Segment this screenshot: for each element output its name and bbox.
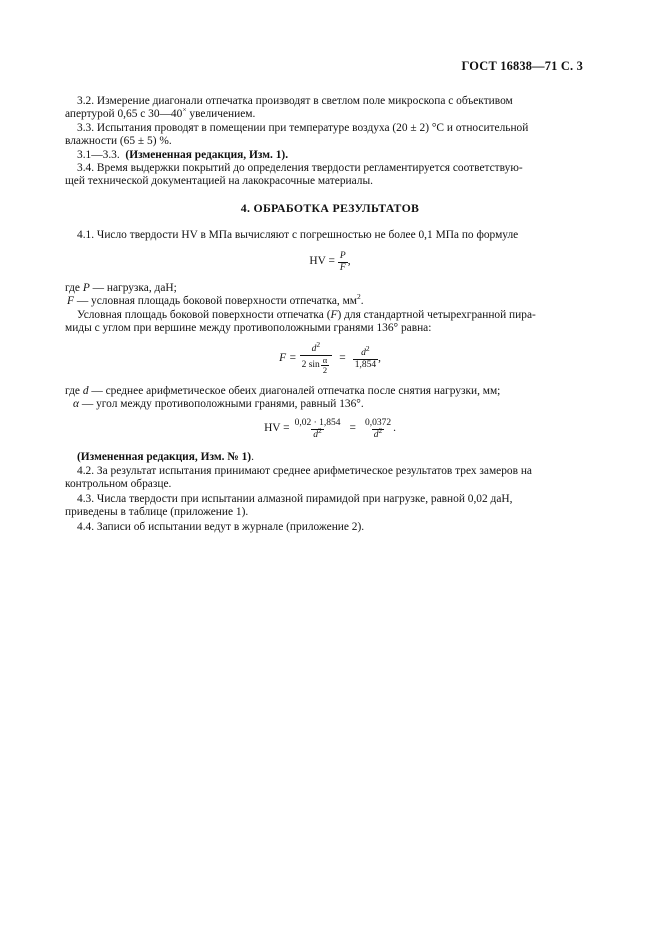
formula-hv [77, 245, 583, 279]
section-4-title: 4. ОБРАБОТКА РЕЗУЛЬТАТОВ [240, 201, 420, 215]
area-line1-a: Условная площадь боковой поверхности отпечатка ( [77, 309, 331, 321]
clause-4-1 [77, 229, 583, 242]
formula-area-half-angle [321, 356, 329, 375]
formula-area-alpha: α [322, 354, 328, 365]
formula-area-equals: = [339, 352, 346, 365]
formula-area-den2: 1,854 [354, 359, 377, 370]
formula-final-fraction-2 [363, 418, 393, 441]
clause-3-2-line2-end: увеличением. [186, 108, 256, 121]
revision-note-section-4 [77, 451, 583, 464]
symbol-d: d [82, 385, 89, 397]
unit-exponent: 2 [357, 292, 361, 302]
clause-4-1-text: 4.1. Число твердости HV в МПа вычисляют с погрешностью не более 0,1 МПа по формуле [77, 229, 519, 241]
magnification-sign: × [182, 105, 187, 115]
formula-hv-denominator: F [339, 262, 346, 273]
formula-final-lhs: HV = [264, 422, 290, 435]
formula-hv-fraction [338, 251, 348, 274]
formula-area [77, 338, 583, 380]
revision-note: (Измененная редакция, Изм. 1). [125, 149, 289, 161]
clause-3-2 [65, 95, 583, 122]
clause-4-2-line2: контрольном образце. [65, 478, 172, 491]
area-line1-b: ) для стандартной четырехгранной пира- [337, 309, 536, 321]
formula-area-num2: d [361, 347, 366, 358]
symbol-f: F [67, 295, 74, 308]
period: . [360, 295, 364, 308]
clause-3-4-line1: 3.4. Время выдержки покрытий до определения твердости регламентируется соответствую- [77, 162, 523, 174]
clause-4-4-text: 4.4. Записи об испытании ведут в журнале (приложение 2). [77, 521, 365, 533]
symbol-p: P [82, 282, 90, 294]
formula-hv-numerator: P [339, 250, 346, 261]
where-word-2: где [65, 385, 83, 397]
clause-3-3 [65, 122, 583, 149]
formula-final-period: . [393, 422, 396, 435]
where-clause-2 [65, 385, 583, 412]
formula-area-fraction-1 [300, 339, 333, 375]
clause-4-3 [65, 493, 583, 520]
where-word: где [65, 282, 83, 294]
symbol-d-definition: — среднее арифметическое обеих диагоналей отпечатка после снятия нагрузки, мм; [88, 385, 501, 397]
clause-3-4-line2: щей технической документацией на лакокрасочные материалы. [65, 175, 373, 188]
formula-area-lhs: F = [279, 352, 297, 365]
clause-4-3-line2: приведены в таблице (приложение 1). [65, 506, 249, 519]
area-symbol-f: F [330, 309, 338, 321]
formula-final-num1: 0,02 · 1,854 [294, 417, 341, 428]
where-clause-1 [65, 282, 583, 309]
document-page [65, 0, 583, 936]
formula-area-num2-exp: 2 [365, 343, 370, 353]
formula-hv-lhs: HV = [309, 255, 335, 268]
page-header: ГОСТ 16838—71 С. 3 [461, 59, 583, 73]
formula-area-num1-exp: 2 [316, 339, 321, 349]
formula-hv-comma: , [347, 255, 351, 268]
formula-final-den1: d [313, 429, 319, 440]
clause-4-2 [65, 465, 583, 492]
clause-3-1-3-3-revision [77, 149, 583, 162]
formula-area-fraction-2 [353, 343, 378, 371]
symbol-f-definition: — условная площадь боковой поверхности отпечатка, мм [73, 295, 358, 308]
revision-note-4-period: . [251, 451, 254, 463]
formula-hv-final [77, 413, 583, 445]
symbol-p-definition: — нагрузка, даН; [89, 282, 177, 294]
revision-range: 3.1—3.3. [77, 149, 120, 161]
clause-3-2-line1: 3.2. Измерение диагонали отпечатка производят в светлом поле микроскопа с объективом [77, 95, 513, 107]
symbol-alpha-definition: — угол между противоположными гранями, равный 136°. [78, 398, 364, 411]
clause-4-3-line1: 4.3. Числа твердости при испытании алмазной пирамидой при нагрузке, равной 0,02 даН, [77, 493, 513, 505]
clause-4-4 [77, 521, 583, 534]
formula-area-num1: d [311, 343, 317, 354]
formula-area-comma: , [378, 352, 381, 365]
formula-area-den1: 2 sin [301, 359, 320, 370]
formula-final-num2: 0,0372 [364, 417, 392, 428]
formula-final-den2: d [373, 429, 379, 440]
symbol-alpha: α [73, 398, 79, 411]
formula-area-two: 2 [322, 364, 328, 375]
clause-3-3-line1: 3.3. Испытания проводят в помещении при температуре воздуха (20 ± 2) °С и относительной [77, 122, 529, 134]
area-paragraph [65, 309, 583, 336]
clause-3-2-line2: апертурой 0,65 с 30—40 [65, 108, 183, 121]
formula-final-den2-exp: 2 [378, 425, 383, 435]
clause-4-2-line1: 4.2. За результат испытания принимают среднее арифметическое результатов трех замеров на [77, 465, 532, 477]
revision-note-4: (Измененная редакция, Изм. № 1) [77, 451, 252, 463]
formula-final-fraction-1 [293, 418, 343, 441]
formula-final-den1-exp: 2 [318, 425, 322, 435]
formula-final-equals: = [349, 422, 356, 435]
area-line2: миды с углом при вершине между противоположными гранями 136° равна: [65, 322, 432, 335]
clause-3-4 [65, 162, 583, 189]
clause-3-3-line2: влажности (65 ± 5) %. [65, 135, 172, 148]
